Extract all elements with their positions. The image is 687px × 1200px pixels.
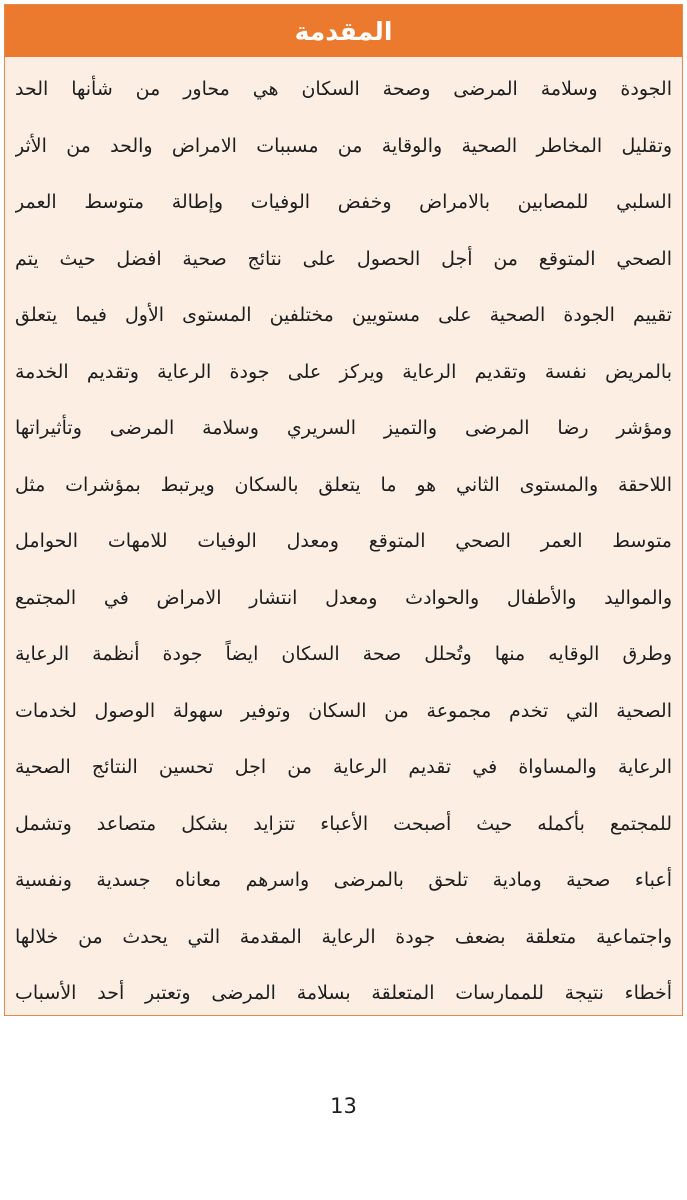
paragraph-line: وطرق الوقايه منها وتُحلل صحة السكان ايضاً جودة أنظمة الرعاية — [15, 643, 672, 665]
paragraph-line: أعباء صحية ومادية تلحق بالمرضى واسرهم معاناه جسدية ونفسية — [15, 869, 672, 891]
paragraph-line: واجتماعية متعلقة بضعف جودة الرعاية المقدمة التي يحدث من خلالها — [15, 925, 672, 948]
introduction-panel — [4, 4, 683, 1016]
paragraph-line: بالمريض نفسة وتقديم الرعاية ويركز على جودة الرعاية وتقديم الخدمة — [15, 360, 672, 383]
paragraph-line: الرعاية والمساواة في تقديم الرعاية من اجل تحسين النتائج الصحية — [15, 756, 672, 778]
paragraph-line: الجودة وسلامة المرضى وصحة السكان هي محاور من شأنها الحد — [15, 78, 672, 100]
section-body — [5, 57, 682, 1022]
paragraph-line: اللاحقة والمستوى الثاني هو ما يتعلق بالسكان ويرتبط بمؤشرات مثل — [15, 473, 672, 496]
section-header — [5, 5, 682, 57]
paragraph-line: أخطاء نتيجة للممارسات المتعلقة بسلامة المرضى وتعتبر أحد الأسباب — [15, 982, 672, 1004]
paragraph-line: متوسط العمر الصحي المتوقع ومعدل الوفيات للامهات الحوامل — [15, 530, 672, 552]
page-number: 13 — [330, 1094, 357, 1118]
paragraph-line: السلبي للمصابين بالامراض وخفض الوفيات وإطالة متوسط العمر — [15, 191, 672, 213]
paragraph-line: ومؤشر رضا المرضى والتميز السريري وسلامة المرضى وتأثيراتها — [15, 417, 672, 439]
paragraph-line: والمواليد والأطفال والحوادث ومعدل انتشار الامراض في المجتمع — [15, 586, 672, 609]
paragraph-line: للمجتمع بأكمله حيث أصبحت الأعباء تتزايد بشكل متصاعد وتشمل — [15, 812, 672, 835]
paragraph-line: الصحي المتوقع من أجل الحصول على نتائج صحية افضل حيث يتم — [15, 247, 672, 270]
paragraph-line: تقييم الجودة الصحية على مستويين مختلفين المستوى الأول فيما يتعلق — [15, 304, 672, 326]
paragraph-line: الصحية التي تخدم مجموعة من السكان وتوفير سهولة الوصول لخدمات — [15, 699, 672, 722]
paragraph-line: وتقليل المخاطر الصحية والوقاية من مسببات الامراض والحد من الأثر — [15, 134, 672, 157]
section-title: المقدمة — [294, 16, 393, 46]
